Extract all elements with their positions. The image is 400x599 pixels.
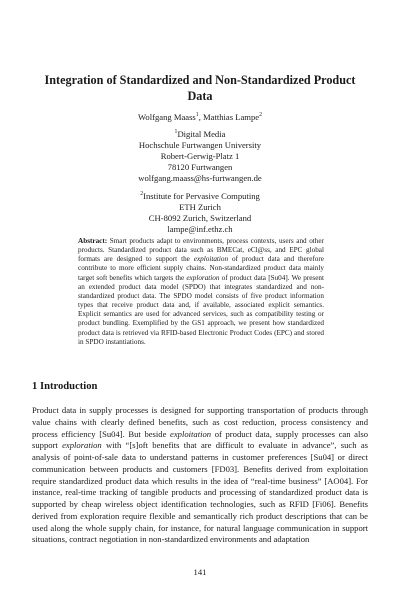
- affiliation-superscript: 1: [174, 129, 178, 136]
- abstract: [78, 237, 324, 347]
- title-line-2: Data: [187, 89, 213, 103]
- affiliation-1: [40, 129, 360, 184]
- body-text: Product data in supply processes is designed for supporting transportation of products through value chains with clearly defined benefits, such as cost reduction, process consistency and process efficiency [Su04]. But beside: [32, 405, 368, 439]
- page-number: 141: [193, 567, 207, 577]
- body-emphasis: exploitation: [170, 428, 212, 439]
- affiliation-email: wolfgang.maass@hs-furtwangen.de: [138, 173, 262, 183]
- author-name: Wolfgang Maass: [138, 112, 196, 122]
- body-text: with “[s]oft benefits that are difficult to evaluate in advance”, such as analysis of point-of-sale data to understand patterns in customer preferences [Su04] or direct communication between products and customers [FD03]. Benefits derived from exploitation require standardized product data which results in the idea of “real-time business” [AO04]. For instance, real-time tracking of tangible products and processing of standardized product data is supported by cheap wireless object identification technologies, such as RFID [Fi06]. Benefits derived from exploration require flexible and semantically rich product descriptions that can be used along the whole supply chain, for instance, for natural language communication in support situations, contract negotiation in non-standardized environments and adaptation: [32, 440, 368, 545]
- affiliation-superscript: 2: [140, 191, 144, 198]
- affiliation-line: 78120 Furtwangen: [167, 162, 233, 172]
- section-heading: 1 Introduction: [32, 381, 98, 392]
- affiliation-line: ETH Zurich: [179, 202, 221, 212]
- title-line-1: Integration of Standardized and Non-Standardized Product: [44, 73, 356, 87]
- affiliation-2: [40, 191, 360, 235]
- abstract-text: of product data and therefore contribute to more efficient supply chains. Non-standardized product data mainly target soft benefits which targets the: [78, 255, 324, 282]
- affiliation-line: Hochschule Furtwangen University: [138, 140, 262, 150]
- author-superscript: 2: [259, 112, 262, 119]
- author-superscript: 1: [195, 112, 199, 119]
- body-text: of product data, supply processes can also support: [32, 428, 368, 451]
- affiliation-line: $^2$Institute for Pervasive Computing: [140, 191, 260, 201]
- abstract-emphasis: exploitation: [193, 255, 229, 264]
- body-paragraph: [32, 405, 368, 546]
- abstract-text: Smart products adapt to environments, process contexts, users and other products. Standardized product data such as BMECat, eCl@ss, and EPC global formats are designed to support the: [78, 237, 324, 264]
- author-name: Matthias Lampe: [202, 112, 260, 122]
- abstract-label: Abstract:: [78, 237, 108, 245]
- abstract-text: of product data [Su04]. We present an extended product data model (SPDO) that integrates standardized and non-standardized product data. The SPDO model consists of five product information types that receive product data and, if available, associated explicit semantics. Explicit semantics are used for advanced services, such as compatibility testing or product bundling. Exemplified by the GS1 approach, we present how standardized product data is retrieved via RFID-based Electronic Product Codes (EPC) and stored in SPDO instantiations.: [78, 273, 324, 346]
- affiliation-line: $^1$Digital Media: [174, 129, 226, 139]
- affiliation-line: CH-8092 Zurich, Switzerland: [148, 213, 252, 223]
- affiliation-email: lampe@inf.ethz.ch: [167, 224, 233, 234]
- author-list: [40, 112, 360, 123]
- abstract-emphasis: exploration: [186, 273, 220, 282]
- paper-title: [40, 72, 360, 104]
- affiliation-line: Robert-Gerwig-Platz 1: [160, 151, 240, 161]
- author-separator: ,: [198, 112, 203, 122]
- body-emphasis: exploration: [62, 440, 102, 451]
